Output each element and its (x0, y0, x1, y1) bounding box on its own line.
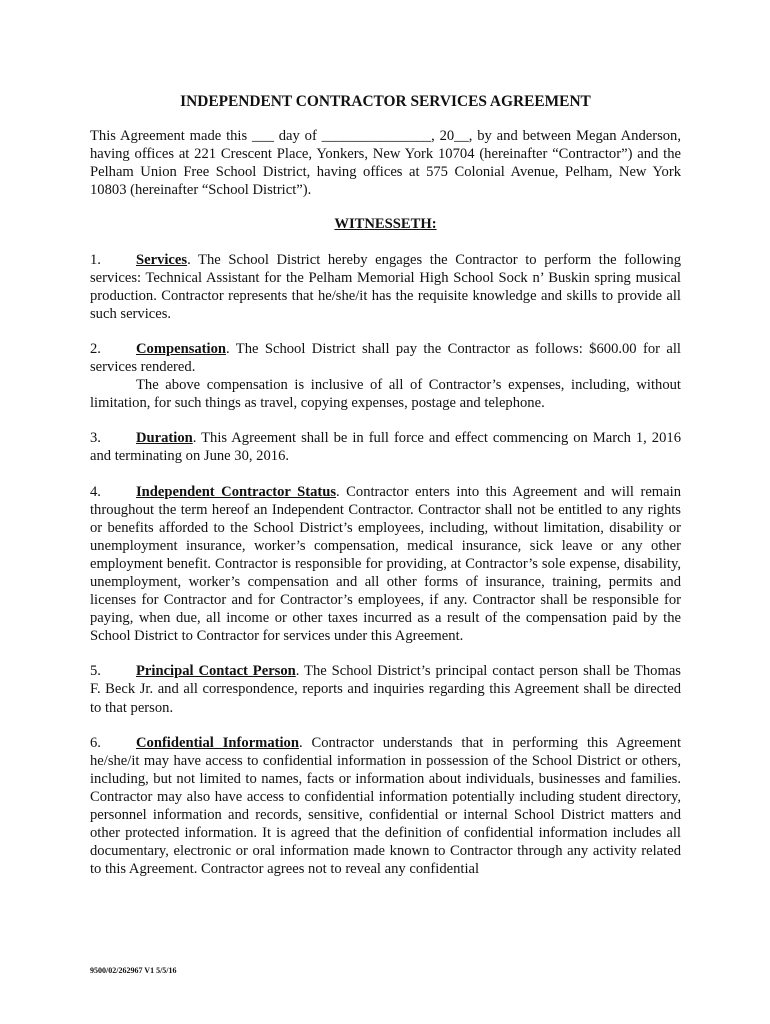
section-text: . Contractor understands that in performing this Agreement he/she/it may have access to confidential information in possession of the School District or others, including, but not limited to names, facts or information about individuals, businesses and families. Contractor may also have access to confidential information potentially including student directory, personnel information and records, sensitive, confidential or internal School District matters and other protected information. It is agreed that the definition of confidential information includes all documentary, electronic or oral information made known to Contractor through any activity related to this Agreement. Contractor agrees not to reveal any confidential (90, 734, 681, 878)
section-number: 1. (90, 251, 101, 268)
section-heading: Duration (136, 430, 193, 447)
section-number: 6. (90, 734, 101, 751)
section-text: . Contractor enters into this Agreement and will remain throughout the term hereof an Independent Contractor. Contractor shall not be entitled to any rights or benefits afforded to the School District’s employees, including, without limitation, disability or unemployment insurance, worker’s compensation, medical insurance, sick leave or any other employment benefit. Contractor is responsible for providing, at Contractor’s sole expense, disability, unemployment, worker’s compensation and all other forms of insurance, training, permits and licenses for Contractor and for Contractor’s employees, if any. Contractor shall be responsible for paying, when due, all income or other taxes incurred as a result of the compensation paid by the School District to Contractor for services under this Agreement. (90, 483, 681, 645)
section-services (90, 251, 681, 323)
section-principal-contact-person (90, 662, 681, 716)
section-heading: Compensation (136, 340, 227, 357)
section-heading: Principal Contact Person (136, 663, 296, 680)
section-continuation: The above compensation is inclusive of all of Contractor’s expenses, including, without limitation, for such things as travel, copying expenses, postage and telephone. (90, 377, 681, 412)
section-number: 2. (90, 340, 101, 357)
section-duration (90, 429, 681, 465)
document-footer: 9500/02/262967 V1 5/5/16 (90, 966, 177, 975)
document-title: INDEPENDENT CONTRACTOR SERVICES AGREEMENT (180, 93, 591, 110)
intro-paragraph: This Agreement made this ___ day of _______________, 20__, by and between Megan Anderson, having offices at 221 Crescent Place, Yonkers, New York 10704 (hereinafter “Contractor”) and the Pelham Union Free School District, having offices at 575 Colonial Avenue, Pelham, New York 10803 (hereinafter “School District”). (90, 128, 681, 199)
section-heading: Services (136, 251, 188, 268)
section-number: 5. (90, 663, 101, 680)
section-number: 3. (90, 430, 101, 447)
document-body (90, 93, 681, 895)
section-text: . The School District shall pay the Contractor as follows: $600.00 for all services rendered. (90, 340, 681, 376)
section-number: 4. (90, 483, 101, 500)
section-text: . The School District hereby engages the Contractor to perform the following services: Technical Assistant for the Pelham Memorial High School Sock n’ Buskin spring musical production. Contractor represents that he/she/it has the requisite knowledge and skills to provide all such services. (90, 251, 681, 322)
section-text: . This Agreement shall be in full force and effect commencing on March 1, 2016 and terminating on June 30, 2016. (90, 430, 681, 465)
section-text: . The School District’s principal contact person shall be Thomas F. Beck Jr. and all correspondence, reports and inquiries regarding this Agreement shall be directed to that person. (90, 663, 681, 716)
witnesseth-heading: WITNESSETH: (334, 216, 437, 233)
section-paragraph (90, 340, 681, 376)
section-independent-contractor-status (90, 483, 681, 646)
section-compensation (90, 340, 681, 412)
section-confidential-information (90, 734, 681, 879)
section-heading: Confidential Information (136, 734, 299, 751)
section-heading: Independent Contractor Status (136, 483, 337, 500)
